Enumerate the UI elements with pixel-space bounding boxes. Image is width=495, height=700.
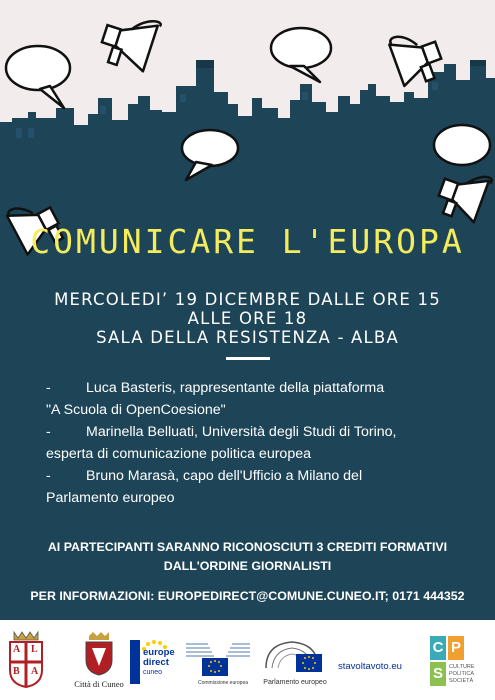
speaker-item-continued: "A Scuola di OpenCoesione" (46, 402, 226, 418)
event-date-venue (0, 290, 495, 347)
speaker-item: - Luca Basteris, rappresentante della piattaforma (46, 380, 385, 396)
contact-info: PER INFORMAZIONI: EUROPEDIRECT@COMUNE.CUNEO.IT; 0171 444352 (30, 589, 465, 603)
event-date-line2: ALLE ORE 18 (187, 309, 308, 328)
speech-bubble-icon (434, 125, 490, 165)
stavoltavoto-logo: stavoltavoto.eu (338, 661, 402, 672)
europe-direct-logo: europe direct cuneo (130, 638, 182, 688)
megaphone-icon (388, 25, 447, 89)
event-date-line1: MERCOLEDI’ 19 DICEMBRE DALLE ORE 15 (54, 290, 441, 309)
event-title: COMUNICARE L'EUROPA (30, 222, 465, 261)
megaphone-icon (97, 7, 162, 74)
credits-notice: AI PARTECIPANTI SARANNO RICONOSCIUTI 3 CREDITI FORMATIVI DALL'ORDINE GIORNALISTI (47, 540, 448, 573)
european-parliament-logo: Parlamento europeo (262, 638, 328, 692)
divider (226, 357, 270, 360)
citta-di-cuneo-logo: Città di Cuneo (72, 632, 126, 692)
alba-coat-of-arms-logo: A L B A (6, 630, 46, 688)
speaker-item-continued: Parlamento europeo (46, 490, 175, 506)
speaker-item: - Bruno Marasà, capo dell'Ufficio a Milano del (46, 468, 363, 484)
speech-bubble-icon (182, 130, 238, 180)
cps-culture-politica-societa-logo: C P S CULTURE POLITICA SOCIETÀ (430, 636, 490, 692)
speech-bubble-icon (6, 46, 70, 108)
speech-bubble-icon (271, 28, 331, 82)
sponsor-logos (0, 620, 495, 700)
event-venue: SALA DELLA RESISTENZA - ALBA (96, 328, 399, 347)
speaker-list (46, 377, 486, 509)
european-commission-logo: Commissione europea (186, 640, 250, 692)
speaker-item: - Marinella Belluati, Università degli Studi di Torino, (46, 424, 397, 440)
speaker-item-continued: esperta di comunicazione politica europea (46, 446, 311, 462)
megaphone-icon (434, 163, 493, 225)
